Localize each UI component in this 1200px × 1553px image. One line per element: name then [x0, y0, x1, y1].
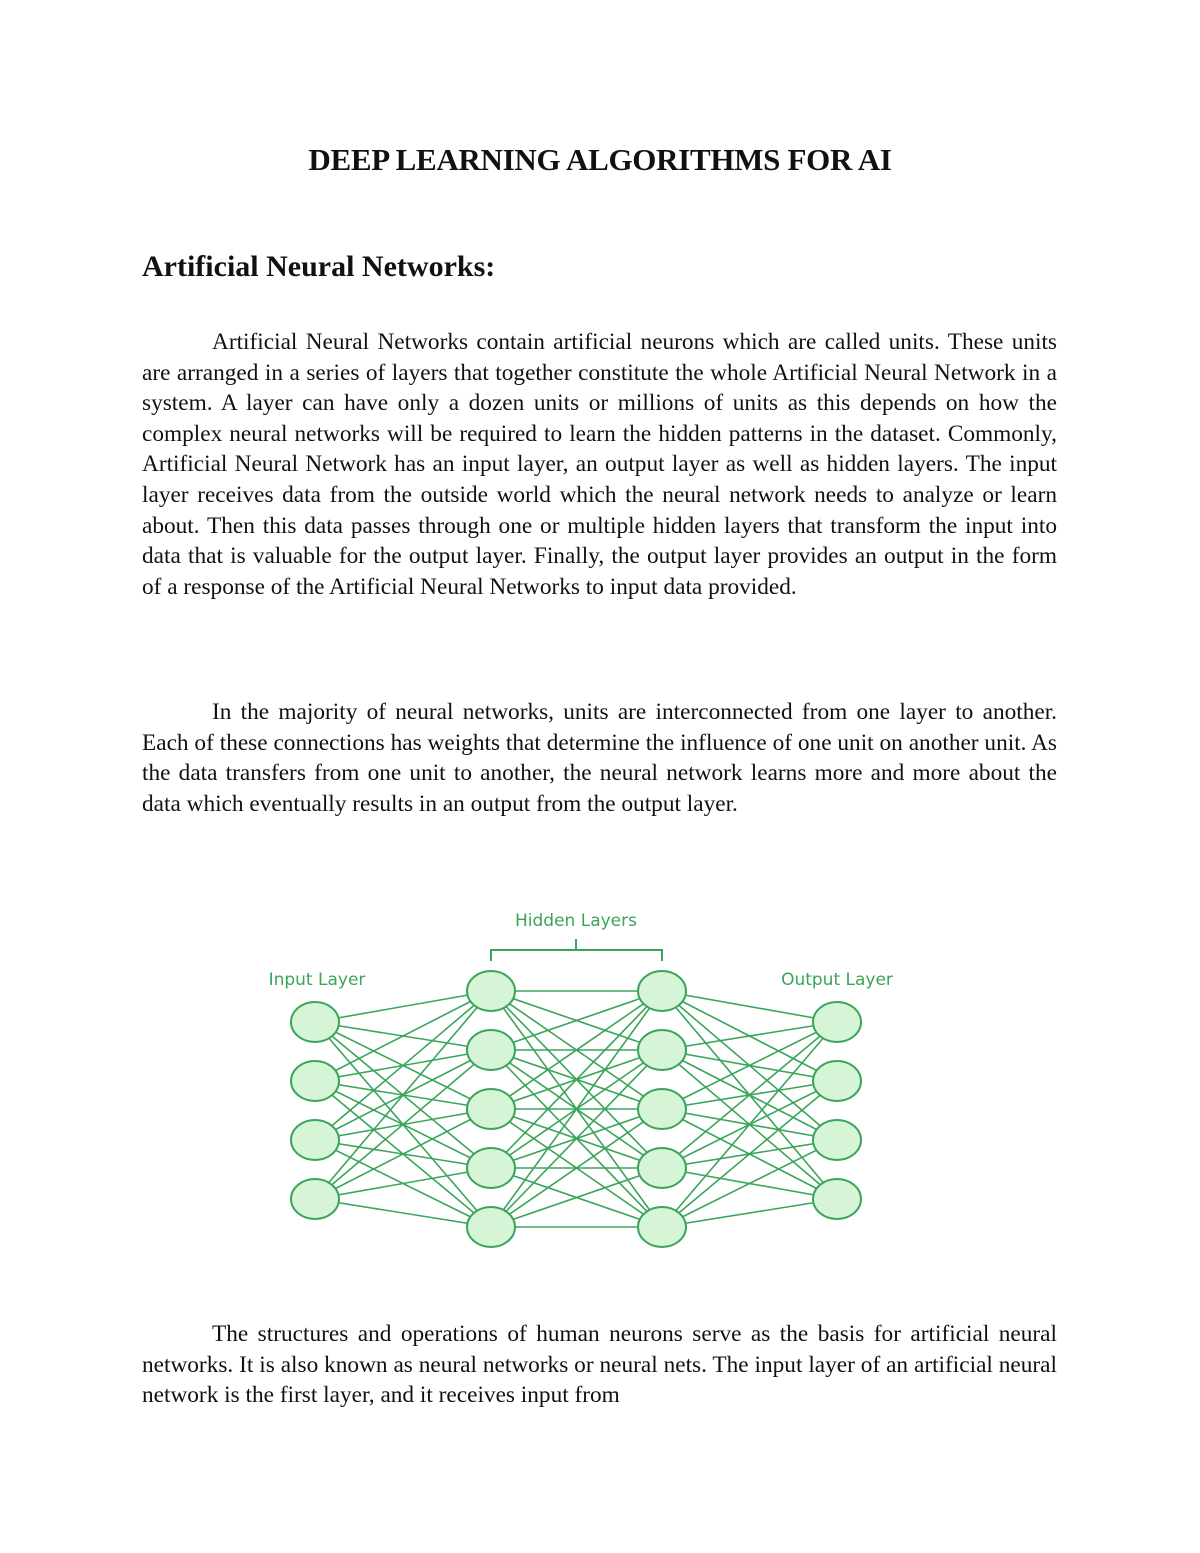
- output-layer-label: Output Layer: [781, 970, 893, 990]
- input-neuron-2: [291, 1061, 339, 1101]
- input-layer-label: Input Layer: [268, 970, 366, 990]
- output-neuron-3: [813, 1120, 861, 1160]
- connection-0-0-0: [315, 991, 491, 1022]
- hidden1-neuron-2: [467, 1030, 515, 1070]
- connection-2-4-1: [662, 1081, 837, 1227]
- hidden2-neuron-3: [638, 1089, 686, 1129]
- paragraph-1: Artificial Neural Networks contain artificial neurons which are called units. These units are arranged in a series of layers that together constitute the whole Artificial Neural Network in a system. A layer can have only a dozen units or millions of units as this depends on how the complex neural networks will be required to learn the hidden patterns in the dataset. Commonly, Artificial Neural Network has an input layer, an output layer as well as hidden layers. The input layer receives data from the outside world which the neural network needs to analyze or learn about. Then this data passes through one or multiple hidden layers that transform the input into data that is valuable for the output layer. Finally, the output layer provides an output in the form of a response of the Artificial Neural Networks to input data provided.: [142, 329, 1057, 600]
- connection-0-3-4: [315, 1199, 491, 1227]
- input-neuron-3: [291, 1120, 339, 1160]
- hidden1-neuron-4: [467, 1148, 515, 1188]
- output-neuron-1: [813, 1002, 861, 1042]
- neural-network-diagram: [240, 895, 960, 1265]
- input-neuron-4: [291, 1179, 339, 1219]
- paragraph-2: In the majority of neural networks, units are interconnected from one layer to another. Each of these connections has weights that determine the influence of one unit on another unit. As the data transfers from one unit to another, the neural network learns more and more about the data which eventually results in an output from the output layer.: [142, 699, 1057, 817]
- connections: [315, 991, 837, 1227]
- hidden1-neuron-1: [467, 971, 515, 1011]
- hidden2-neuron-2: [638, 1030, 686, 1070]
- connection-0-2-0: [315, 991, 491, 1140]
- hidden2-neuron-4: [638, 1148, 686, 1188]
- output-neuron-2: [813, 1061, 861, 1101]
- connection-0-3-3: [315, 1168, 491, 1199]
- connection-2-4-0: [662, 1022, 837, 1227]
- neural-network-svg: [240, 895, 960, 1265]
- input-neuron-1: [291, 1002, 339, 1042]
- document-title: DEEP LEARNING ALGORITHMS FOR AI: [308, 142, 892, 177]
- output-neuron-4: [813, 1179, 861, 1219]
- paragraph-3: The structures and operations of human neurons serve as the basis for artificial neural networks. It is also known as neural networks or neural nets. The input layer of an artificial neural network is the first layer, and it receives input from: [142, 1321, 1057, 1409]
- hidden2-neuron-1: [638, 971, 686, 1011]
- hidden-layers-bracket: [491, 939, 662, 961]
- hidden2-neuron-5: [638, 1207, 686, 1247]
- hidden-layers-label: Hidden Layers: [515, 911, 637, 931]
- connection-2-4-3: [662, 1199, 837, 1227]
- connection-0-3-0: [315, 991, 491, 1199]
- connection-0-3-1: [315, 1050, 491, 1199]
- connection-2-1-0: [662, 1022, 837, 1050]
- connection-2-3-0: [662, 1022, 837, 1168]
- connection-0-1-0: [315, 991, 491, 1081]
- connection-0-3-2: [315, 1109, 491, 1199]
- hidden1-neuron-5: [467, 1207, 515, 1247]
- hidden1-neuron-3: [467, 1089, 515, 1129]
- section-heading: Artificial Neural Networks:: [142, 250, 496, 283]
- connection-2-0-0: [662, 991, 837, 1022]
